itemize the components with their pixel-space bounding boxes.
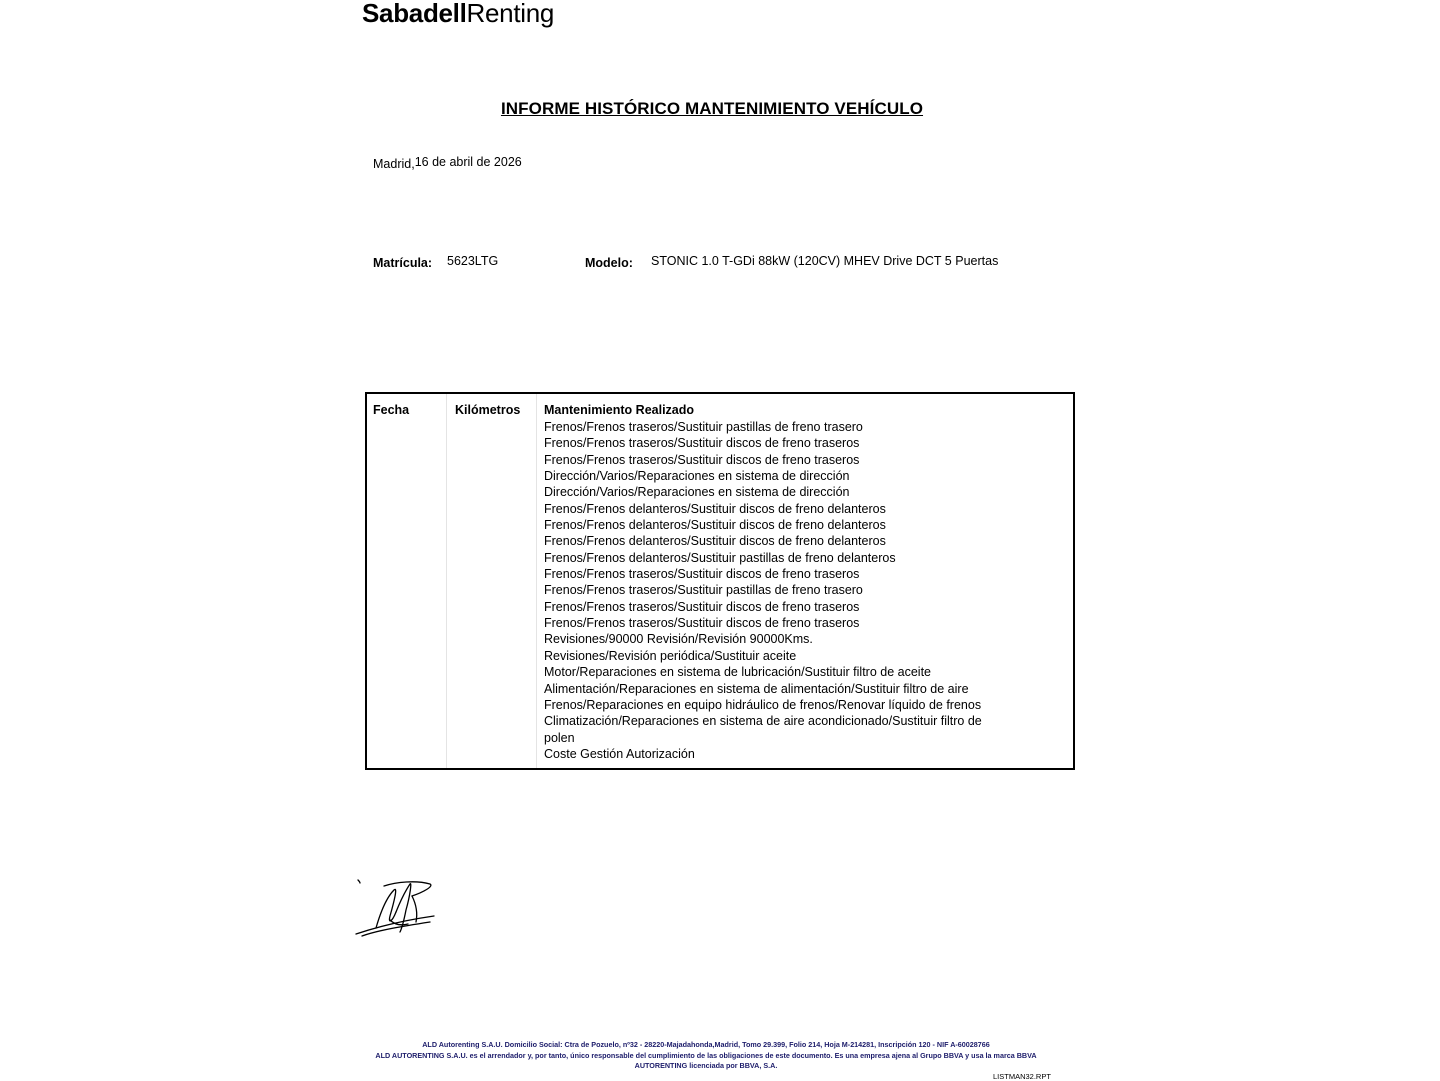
maintenance-item: Revisiones/90000 Revisión/Revisión 90000Kms. <box>544 632 813 647</box>
maintenance-item: Frenos/Frenos traseros/Sustituir discos de freno traseros <box>544 599 860 614</box>
maintenance-item: Frenos/Frenos traseros/Sustituir pastillas de freno trasero <box>544 583 863 598</box>
maintenance-item: Revisiones/Revisión periódica/Sustituir aceite <box>544 648 797 663</box>
model-label: Modelo: <box>585 256 633 270</box>
maintenance-item: Coste Gestión Autorización <box>544 746 695 761</box>
maintenance-item: Motor/Reparaciones en sistema de lubricación/Sustituir filtro de aceite <box>544 665 931 680</box>
footer-line: ALD Autorenting S.A.U. Domicilio Social: Ctra de Pozuelo, nº32 - 28220-Majadahonda,Madrid, Tomo 29.399, Folio 214, Hoja M-214281, Inscripción 120 - NIF A-60028766 <box>422 1040 990 1049</box>
maintenance-item: Frenos/Frenos traseros/Sustituir discos de freno traseros <box>544 616 860 631</box>
plate-label: Matrícula: <box>373 256 433 270</box>
footer-line: AUTORENTING licenciada por BBVA, S.A. <box>634 1061 778 1070</box>
report-code: LISTMAN32.RPT <box>993 1072 1051 1081</box>
logo-light-text: Renting <box>466 0 555 28</box>
header-km: Kilómetros <box>455 403 521 417</box>
dateline <box>373 155 522 169</box>
maintenance-item: Alimentación/Reparaciones en sistema de alimentación/Sustituir filtro de aire <box>544 681 969 696</box>
footer-legal <box>0 1040 1412 1072</box>
header-date: Fecha <box>373 403 410 417</box>
maintenance-item: Frenos/Frenos delanteros/Sustituir discos de freno delanteros <box>544 501 886 516</box>
maintenance-item: Frenos/Frenos delanteros/Sustituir pastillas de freno delanteros <box>544 550 896 565</box>
footer-line: ALD AUTORENTING S.A.U. es el arrendador y, por tanto, único responsable del cumplimiento de las obligaciones de este documento. Es una empresa ajena al Grupo BBVA y usa la marca BBVA <box>375 1050 1037 1060</box>
model-value: STONIC 1.0 T-GDi 88kW (120CV) MHEV Drive DCT 5 Puertas <box>651 254 999 268</box>
header-maintenance: Mantenimiento Realizado <box>544 403 695 417</box>
date-text: 16 de abril de 2026 <box>414 155 522 169</box>
maintenance-table <box>365 392 1075 770</box>
column-divider <box>446 394 447 768</box>
signature-icon <box>354 876 438 938</box>
sabadell-renting-logo <box>362 0 554 28</box>
maintenance-item: Frenos/Frenos traseros/Sustituir discos de freno traseros <box>544 452 860 467</box>
maintenance-item: Frenos/Frenos traseros/Sustituir pastillas de freno trasero <box>544 420 863 434</box>
plate-value: 5623LTG <box>447 254 499 268</box>
maintenance-item: Dirección/Varios/Reparaciones en sistema de dirección <box>544 469 850 484</box>
maintenance-item: Frenos/Frenos traseros/Sustituir discos de freno traseros <box>544 436 860 451</box>
maintenance-item: Frenos/Frenos delanteros/Sustituir discos de freno delanteros <box>544 518 886 533</box>
maintenance-item: Frenos/Reparaciones en equipo hidráulico de frenos/Renovar líquido de frenos <box>544 697 982 712</box>
maintenance-list <box>544 419 984 762</box>
maintenance-item: Climatización/Reparaciones en sistema de aire acondicionado/Sustituir filtro de polen <box>544 714 982 745</box>
document-title: INFORME HISTÓRICO MANTENIMIENTO VEHÍCULO <box>500 99 924 118</box>
maintenance-item: Dirección/Varios/Reparaciones en sistema de dirección <box>544 485 850 500</box>
maintenance-item: Frenos/Frenos traseros/Sustituir discos de freno traseros <box>544 567 860 582</box>
column-divider <box>536 394 537 768</box>
logo-bold-text: Sabadell <box>362 0 467 28</box>
city-text: Madrid, <box>373 157 415 171</box>
maintenance-item: Frenos/Frenos delanteros/Sustituir discos de freno delanteros <box>544 534 886 549</box>
